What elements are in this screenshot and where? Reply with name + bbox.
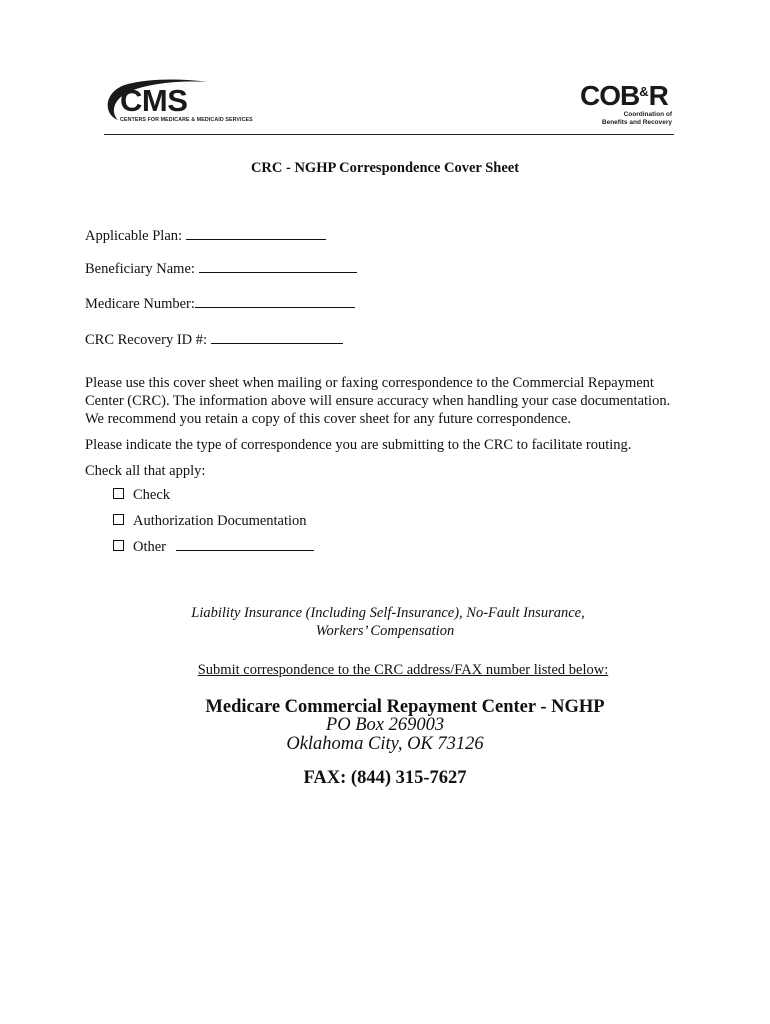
applicable-plan-blank[interactable]	[186, 227, 326, 240]
instructions-line: Center (CRC). The information above will ensure accuracy when handling your case documentation.	[85, 393, 671, 409]
header-divider	[104, 134, 674, 135]
address-po-box: PO Box 269003	[325, 715, 445, 735]
option-check-label: Check	[133, 487, 171, 503]
checkbox-icon[interactable]	[113, 514, 124, 525]
fax-number: FAX: (844) 315-7627	[303, 768, 467, 788]
checkbox-icon[interactable]	[113, 540, 124, 551]
submit-instruction: Submit correspondence to the CRC address/FAX number listed below:	[197, 662, 609, 678]
insurance-note-line2: Workers’ Compensation	[315, 623, 455, 639]
address-city: Oklahoma City, OK 73126	[286, 734, 484, 754]
beneficiary-name-field[interactable]	[85, 260, 357, 278]
address-name: Medicare Commercial Repayment Center - NGHP	[205, 697, 605, 717]
cobr-logo-subtitle: Coordination of Benefits and Recovery	[601, 111, 672, 126]
insurance-types-note	[0, 604, 770, 640]
cms-logo-text: CMS	[120, 83, 188, 118]
applicable-plan-label: Applicable Plan:	[85, 228, 183, 244]
check-all-label: Check all that apply:	[85, 463, 206, 479]
beneficiary-name-label: Beneficiary Name:	[85, 261, 195, 277]
medicare-number-label: Medicare Number:	[85, 296, 195, 312]
option-other-blank[interactable]	[176, 538, 314, 551]
insurance-note-line1: Liability Insurance (Including Self-Insurance), No-Fault Insurance,	[191, 605, 585, 621]
cms-logo	[98, 76, 253, 128]
page-title: CRC - NGHP Correspondence Cover Sheet	[250, 160, 520, 176]
cms-logo-subtitle: CENTERS FOR MEDICARE & MEDICAID SERVICES	[120, 117, 253, 123]
option-other-label: Other	[133, 539, 167, 555]
medicare-number-blank[interactable]	[195, 295, 355, 308]
instructions-paragraph	[85, 374, 705, 428]
crc-recovery-id-label: CRC Recovery ID #:	[85, 332, 208, 348]
applicable-plan-field[interactable]	[85, 227, 326, 245]
option-authorization-label: Authorization Documentation	[133, 513, 307, 529]
crc-recovery-id-field[interactable]	[85, 331, 343, 349]
instructions-line: We recommend you retain a copy of this cover sheet for any future correspondence.	[85, 411, 571, 427]
checkbox-icon[interactable]	[113, 488, 124, 499]
instructions-line: Please use this cover sheet when mailing or faxing correspondence to the Commercial Repayment	[85, 375, 654, 391]
medicare-number-field[interactable]	[85, 295, 355, 313]
beneficiary-name-blank[interactable]	[199, 260, 357, 273]
option-other[interactable]	[113, 538, 314, 556]
crc-recovery-id-blank[interactable]	[211, 331, 343, 344]
cobr-logo-text: COB&R	[580, 80, 668, 111]
option-authorization-documentation[interactable]	[113, 513, 307, 530]
option-check[interactable]	[113, 487, 170, 504]
routing-instruction: Please indicate the type of correspondence you are submitting to the CRC to facilitate routing.	[85, 437, 632, 453]
cobr-logo	[580, 80, 672, 128]
